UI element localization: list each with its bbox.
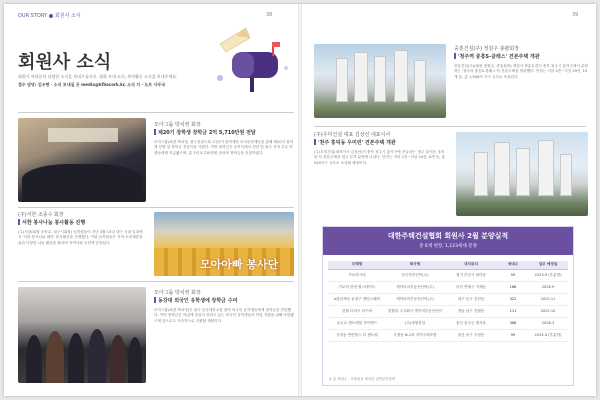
cell-location: 울산 중구 우정동 bbox=[444, 329, 498, 341]
table-row bbox=[328, 269, 568, 281]
article-5-body: (주)우미건설(대표이사 김상선)이 충북 청주시 흥덕구에 공급하는 '천주 흥덕동 우미린'의 견본주택을 열고 본격 분양에 나섰다. 단지는 지하 2층~지상 24층, 6개 동, 총 520가구 규모로 조성될 예정이다. bbox=[314, 150, 445, 165]
table-row bbox=[328, 317, 568, 329]
cell-location: 경기 부천시 원미동 bbox=[444, 269, 498, 281]
cell-location: 대구 동구 신천동 bbox=[444, 293, 498, 305]
cell-housing: 한월 더리브 어드바 bbox=[328, 305, 386, 317]
col-housing: 주택명 bbox=[328, 261, 386, 269]
col-company: 회사명 bbox=[386, 261, 444, 269]
article-5-company: (주)우미건설 대표 김상선 대표이사 bbox=[314, 132, 391, 138]
cell-move-in: 2024.4 (후분양) bbox=[528, 329, 568, 341]
page-number-left: 38 bbox=[266, 12, 273, 18]
cell-company: 케이티씨부동산신탁(주) bbox=[386, 281, 444, 293]
group-photo-students bbox=[18, 287, 146, 383]
cell-move-in: 2026.9 bbox=[528, 281, 568, 293]
cell-housing: e편한세상 동대구 센텀스퀘어 bbox=[328, 293, 386, 305]
article-1-headline: 제20기 장학생 장학금 2억 5,710만원 전달 bbox=[158, 130, 256, 136]
cell-move-in: 2025.11 bbox=[528, 293, 568, 305]
left-page bbox=[4, 4, 300, 396]
article-1-company: 모아그룹 박치영 회장 bbox=[154, 122, 201, 128]
col-units: 세대수 bbox=[498, 261, 528, 269]
cell-company: 우정동 N-1차 지역주택조합 bbox=[386, 329, 444, 341]
cell-move-in: 2023.9 (후분양) bbox=[528, 269, 568, 281]
volunteer-photo bbox=[154, 212, 294, 276]
table-header-row bbox=[328, 261, 568, 269]
sales-table-header bbox=[323, 227, 573, 255]
article-2-header bbox=[18, 212, 146, 227]
article-4-headline: '청주역 중흥S-클래스' 견본주택 개관 bbox=[458, 54, 540, 60]
group-photo-scholarship bbox=[18, 118, 146, 202]
cell-location: 부산 연제구 거제동 bbox=[444, 281, 498, 293]
table-row bbox=[328, 293, 568, 305]
divider-3 bbox=[18, 281, 294, 282]
sales-table-note: ※ 총 세대수 : 조합원을 제외한 일반분양물량 bbox=[329, 377, 396, 381]
cell-units: 99 bbox=[498, 329, 528, 341]
article-5-header bbox=[314, 132, 450, 147]
cell-housing: 운수로 센트레빌 하이엔드 bbox=[328, 317, 386, 329]
cell-units: 55 bbox=[498, 269, 528, 281]
article-5-headline: '천주 흥덕동 우미린' 견본주택 개관 bbox=[318, 140, 396, 146]
cell-company: (주)대명건설 bbox=[386, 317, 444, 329]
table-row bbox=[328, 329, 568, 341]
divider-1 bbox=[18, 112, 294, 113]
col-location: 대지위치 bbox=[444, 261, 498, 269]
article-1-header bbox=[154, 122, 294, 137]
article-3-header bbox=[154, 290, 294, 305]
cell-housing: 가로야 한양 힐스테이트 bbox=[328, 281, 386, 293]
col-move-in: 입주 예정일 bbox=[528, 261, 568, 269]
divider-4 bbox=[314, 126, 586, 127]
apartment-photo-heungdeok bbox=[456, 132, 588, 216]
cell-move-in: 2028.3 bbox=[528, 317, 568, 329]
apartment-photo-cheongju bbox=[314, 44, 446, 118]
divider-2 bbox=[18, 207, 294, 208]
cell-company: 한월대 주식회사 케이비부동산신탁 bbox=[386, 305, 444, 317]
sales-table-box bbox=[322, 226, 574, 386]
article-4-company: 중흥건설(주) 정원주 총괄회장 bbox=[454, 46, 520, 52]
sales-table-subtitle: 총 6개 현장, 1,123세대 분양 bbox=[419, 244, 477, 249]
cell-units: 368 bbox=[498, 317, 528, 329]
cell-units: 111 bbox=[498, 305, 528, 317]
right-page bbox=[300, 4, 596, 396]
article-2-body: (주)서한(회장 조종수, 대구시회장) 임직원들이 지난 3월 15일 대구 시내 일대에서 '서한 봉사나눔 데이' 봉사활동을 진행했다. 이날 임직원들은 지역 소외계층을 위한 다양한 나눔 활동을 펼치며 지역사회 공헌에 앞장섰다. bbox=[18, 230, 143, 245]
category-label: 회원사 소식 bbox=[55, 13, 81, 19]
cell-units: 168 bbox=[498, 281, 528, 293]
article-3-headline: 동강대 외국인 유학생에 장학금 수여 bbox=[158, 298, 238, 304]
intro-desc: 회원사 여러분의 다양한 소식을 보내주십시오. 협회 사내 소식, 봉사활동 소식을 보내주세요. bbox=[18, 74, 178, 79]
cell-location: 경남 남구 진월동 bbox=[444, 305, 498, 317]
article-2-headline: 서한 봉사나눔 봉사활동 진행 bbox=[22, 220, 86, 226]
sales-table-title: 대한주택건설협회 회원사 2월 분양실적 bbox=[387, 232, 509, 240]
header-dot-icon bbox=[49, 14, 53, 18]
banner-text: 모아아빠 봉사단 bbox=[200, 258, 279, 271]
page-title: 회원사 소식 bbox=[18, 52, 112, 73]
section-label: OUR STORY bbox=[18, 13, 48, 19]
section-header bbox=[18, 12, 81, 19]
article-3-body: 모아그룹(회장 박치영)은 광주 동강대학교를 찾아 외국인 유학생들에게 장학금을 전달했다. 이번 장학금은 학업에 성실히 임하고 있는 외국인 유학생들의 학업 지원을 위해 마련됐으며 앞으로도 지속적으로 지원할 계획이다. bbox=[154, 308, 294, 323]
page-number-right: 39 bbox=[572, 12, 579, 18]
article-2-company: (주)서한 조종수 회장 bbox=[18, 212, 64, 218]
intro-contact: 접수 담당: 김우현 · 소식 보내실 곳 media@kfhacork.kr, 소식 지 · 도트 사무국 bbox=[18, 82, 166, 87]
article-4-header bbox=[454, 46, 588, 61]
cell-location: 울산 울주군 범서읍 bbox=[444, 317, 498, 329]
cell-company: 케이티씨부동산신탁(주) bbox=[386, 293, 444, 305]
article-4-body: 중흥건설(주)(회장 정원주, 중흥회장) 계열사 중흥토건이 충북 청주시 흥덕구에서 분양하는 '청주역 중흥S-클래스'의 견본주택을 개관했다. 단지는 지하 2층~지상 29층, 10개 동, 총 1,500여 가구 규모로 조성된다. bbox=[454, 64, 588, 79]
table-row bbox=[328, 305, 568, 317]
cell-company: 한국자산신탁(주) bbox=[386, 269, 444, 281]
sales-table bbox=[328, 261, 568, 342]
article-1-body: 모아그룹(회장 박치영, 광주전남도회 고문)이 장학재단 모아문화재단을 통해 제20기 장학생 선발 및 장학금 전달식을 가졌다. 이번 장학금은 수여식에서 전남 및 광주 지역 우수 학생들에게 지급됐으며, 총 2억 5,710만원 상당의 장학금을 전달하였다. bbox=[154, 140, 294, 155]
article-3-company: 모아그룹 박치영 회장 bbox=[154, 290, 201, 296]
cell-units: 322 bbox=[498, 293, 528, 305]
table-row bbox=[328, 281, 568, 293]
intro-block bbox=[18, 74, 218, 88]
cell-housing: 우정동 반얀힐스 더 센트럴 bbox=[328, 329, 386, 341]
magazine-spread bbox=[4, 4, 596, 396]
cell-housing: 가로야시티 bbox=[328, 269, 386, 281]
cell-move-in: 2025.10 bbox=[528, 305, 568, 317]
